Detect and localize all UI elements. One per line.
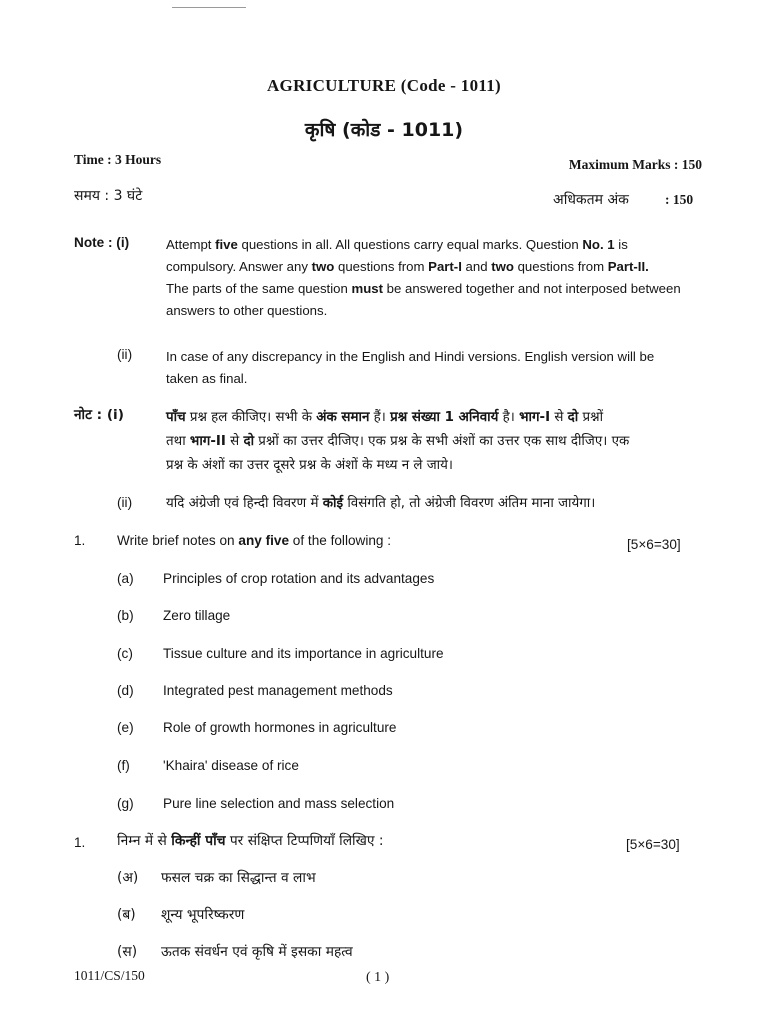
item-label-hindi: (स) bbox=[117, 944, 138, 960]
item-text-hindi: शून्य भूपरिष्करण bbox=[161, 907, 245, 923]
question-stem-hindi: निम्न में से किन्हीं पाँच पर संक्षिप्त टिप्पणियाँ लिखिए : bbox=[117, 833, 384, 849]
page-title: AGRICULTURE (Code - 1011) bbox=[266, 76, 502, 95]
scan-artifact-line bbox=[172, 7, 246, 8]
item-text: Principles of crop rotation and its advantages bbox=[163, 571, 435, 586]
item-text: Tissue culture and its importance in agriculture bbox=[163, 646, 444, 661]
maximum-marks-hindi-value: : 150 bbox=[665, 192, 694, 207]
note-label-hindi: नोट : (i) bbox=[74, 407, 124, 423]
note-instruction-i bbox=[166, 234, 706, 322]
item-label: (d) bbox=[117, 683, 134, 698]
note-hindi-ii-number: (ii) bbox=[117, 495, 133, 510]
note-instruction-ii: In case of any discrepancy in the English and Hindi versions. English version will be taken as final. bbox=[166, 349, 655, 386]
item-label: (f) bbox=[117, 758, 130, 773]
note-hindi-line-1: पाँच प्रश्न हल कीजिए। सभी के अंक समान हैं। प्रश्न संख्या 1 अनिवार्य है। भाग-I से दो प्रश्नों bbox=[166, 410, 604, 425]
note-hindi-line-2: तथा भाग-II से दो प्रश्नों का उत्तर दीजिए। एक प्रश्न के सभी अंशों का उत्तर एक साथ दीजिए। एक bbox=[166, 434, 630, 449]
item-label-hindi: (अ) bbox=[117, 870, 139, 886]
time-allowed-hindi: समय : 3 घंटे bbox=[74, 188, 143, 204]
item-label: (c) bbox=[117, 646, 133, 661]
question-marks-hindi: [5×6=30] bbox=[626, 837, 680, 852]
item-text-hindi: फसल चक्र का सिद्धान्त व लाभ bbox=[161, 870, 316, 886]
time-allowed: Time : 3 Hours bbox=[74, 152, 162, 167]
item-text: Role of growth hormones in agriculture bbox=[163, 720, 397, 735]
note-i-line-2: compulsory. Answer any two questions from Part-I and two questions from Part-II. bbox=[166, 259, 649, 274]
note-ii-number: (ii) bbox=[117, 347, 133, 362]
note-i-line-3: The parts of the same question must be answered together and not interposed between bbox=[166, 281, 681, 296]
maximum-marks: Maximum Marks : 150 bbox=[568, 157, 702, 172]
page-title-hindi: कृषि (कोड - 1011) bbox=[304, 119, 464, 141]
page-number: ( 1 ) bbox=[366, 970, 390, 985]
question-number: 1. bbox=[74, 533, 86, 548]
maximum-marks-hindi-label: अधिकतम अंक bbox=[553, 192, 629, 208]
note-hindi-instruction-ii: यदि अंग्रेजी एवं हिन्दी विवरण में कोई विसंगति हो, तो अंग्रेजी विवरण अंतिम माना जायेगा। bbox=[166, 496, 596, 511]
item-text: Zero tillage bbox=[163, 608, 231, 623]
item-label: (a) bbox=[117, 571, 134, 586]
item-label: (e) bbox=[117, 720, 134, 735]
note-i-line-4: answers to other questions. bbox=[166, 303, 328, 318]
question-stem: Write brief notes on any five of the following : bbox=[117, 533, 392, 548]
item-text: Integrated pest management methods bbox=[163, 683, 393, 698]
paper-code: 1011/CS/150 bbox=[74, 968, 145, 983]
item-label: (b) bbox=[117, 608, 134, 623]
note-hindi-instruction-i bbox=[166, 406, 711, 478]
question-number-hindi: 1. bbox=[74, 835, 86, 850]
item-label-hindi: (ब) bbox=[117, 907, 136, 923]
item-label: (g) bbox=[117, 796, 134, 811]
item-text-hindi: ऊतक संवर्धन एवं कृषि में इसका महत्व bbox=[161, 944, 353, 960]
item-text: 'Khaira' disease of rice bbox=[163, 758, 299, 773]
note-i-line-1: Attempt five questions in all. All questions carry equal marks. Question No. 1 is bbox=[166, 237, 628, 252]
note-label: Note : (i) bbox=[74, 235, 130, 250]
note-hindi-line-3: प्रश्न के अंशों का उत्तर दूसरे प्रश्न के अंशों के मध्य न ले जाये। bbox=[166, 458, 453, 473]
item-text: Pure line selection and mass selection bbox=[163, 796, 395, 811]
question-marks: [5×6=30] bbox=[627, 537, 681, 552]
